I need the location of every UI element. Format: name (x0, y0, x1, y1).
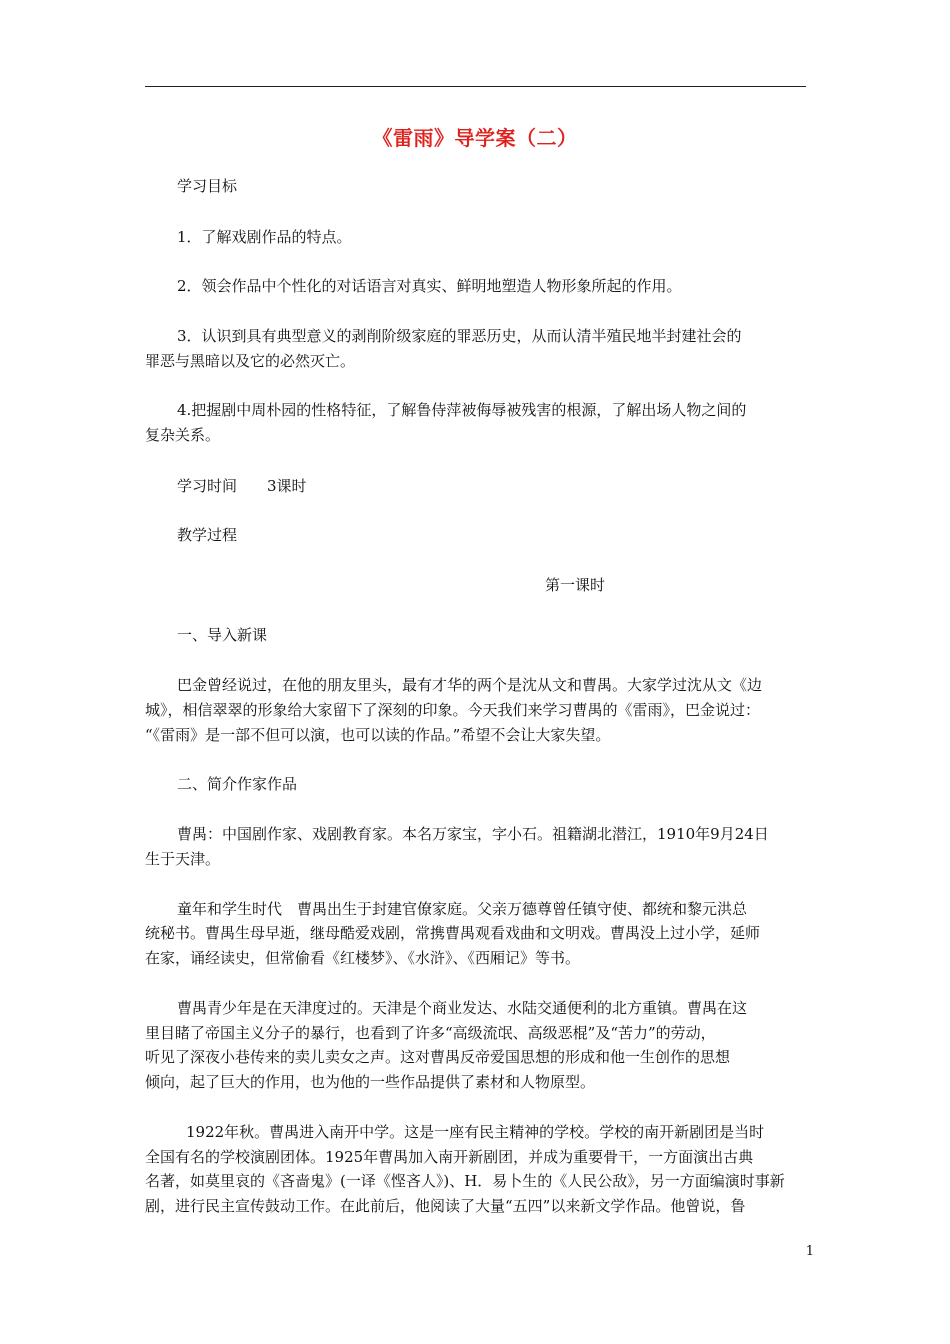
section-heading-intro: 一、导入新课 (177, 626, 268, 644)
paragraph-nankai-line-4: 剧，进行民主宣传鼓动工作。在此前后，他阅读了大量“五四”以来新文学作品。他曾说，鲁 (145, 1197, 746, 1215)
paragraph-childhood-line-2: 统秘书。曹禺生母早逝，继母酷爱戏剧，常携曹禺观看戏曲和文明戏。曹禺没上过小学，延师 (145, 924, 761, 942)
paragraph-tianjin-line-3: 听见了深夜小巷传来的卖儿卖女之声。这对曹禺反帝爱国思想的形成和他一生创作的思想 (145, 1048, 731, 1066)
section-heading-author: 二、简介作家作品 (177, 775, 298, 793)
paragraph-nankai-line-1: 1922年秋。曹禺进入南开中学。这是一座有民主精神的学校。学校的南开新剧团是当时 (186, 1123, 765, 1141)
document-title: 《雷雨》导学案（二） (372, 126, 578, 150)
paragraph-nankai-line-2: 全国有名的学校演剧团体。1925年曹禺加入南开新剧团，并成为重要骨干，一方面演出古典 (145, 1148, 754, 1166)
section-heading-process: 教学过程 (177, 526, 238, 544)
paragraph-childhood-line-1: 童年和学生时代 曹禺出生于封建官僚家庭。父亲万德尊曾任镇守使、都统和黎元洪总 (177, 900, 748, 918)
objective-1: 1．了解戏剧作品的特点。 (177, 228, 352, 246)
section-heading-objectives: 学习目标 (177, 177, 238, 195)
paragraph-tianjin-line-2: 里目睹了帝国主义分子的暴行，也看到了许多“高级流氓、高级恶棍”及“苦力”的劳动， (145, 1024, 716, 1042)
objective-4-line-1: 4.把握剧中周朴园的性格特征，了解鲁侍萍被侮辱被残害的根源，了解出场人物之间的 (177, 401, 747, 419)
paragraph-tianjin-line-1: 曹禺青少年是在天津度过的。天津是个商业发达、水陆交通便利的北方重镇。曹禺在这 (177, 999, 748, 1017)
paragraph-nankai-line-3: 名著，如莫里哀的《吝啬鬼》(一译《悭吝人》)、H．易卜生的《人民公敌》，另一方面编演时事新 (145, 1172, 785, 1190)
paragraph-intro-line-2: 城》，相信翠翠的形象给大家留下了深刻的印象。今天我们来学习曹禺的《雷雨》，巴金说过： (145, 701, 761, 719)
objective-3-line-1: 3．认识到具有典型意义的剥削阶级家庭的罪恶历史，从而认清半殖民地半封建社会的 (177, 327, 742, 345)
page-number: 1 (805, 1244, 814, 1259)
lesson-heading: 第一课时 (545, 576, 606, 594)
objective-3-line-2: 罪恶与黑暗以及它的必然灭亡。 (145, 352, 356, 370)
paragraph-author-line-1: 曹禺：中国剧作家、戏剧教育家。本名万家宝，字小石。祖籍湖北潜江，1910年9月24日 (177, 825, 769, 843)
objective-2: 2．领会作品中个性化的对话语言对真实、鲜明地塑造人物形象所起的作用。 (177, 277, 682, 295)
paragraph-intro-line-3: “《雷雨》是一部不但可以演，也可以读的作品。”希望不会让大家失望。 (145, 726, 611, 744)
paragraph-tianjin-line-4: 倾向，起了巨大的作用，也为他的一些作品提供了素材和人物原型。 (145, 1073, 596, 1091)
paragraph-childhood-line-3: 在家，诵经读史，但常偷看《红楼梦》、《水浒》、《西厢记》等书。 (145, 949, 581, 967)
paragraph-intro-line-1: 巴金曾经说过，在他的朋友里头，最有才华的两个是沈从文和曹禺。大家学过沈从文《边 (177, 676, 763, 694)
study-time: 学习时间 3课时 (177, 477, 307, 495)
paragraph-author-line-2: 生于天津。 (145, 850, 221, 868)
header-rule (145, 86, 806, 87)
objective-4-line-2: 复杂关系。 (145, 426, 221, 444)
